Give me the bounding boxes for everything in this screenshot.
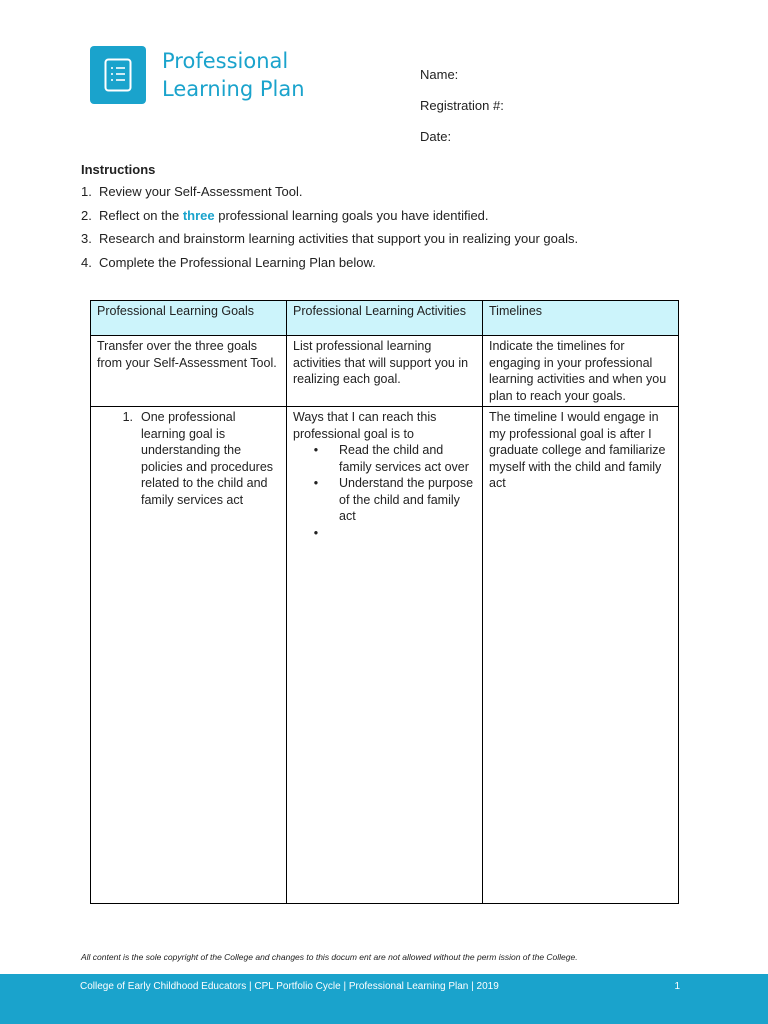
logo (90, 46, 146, 104)
table-row (91, 336, 679, 407)
activity-text: Read the child and family services act over (339, 443, 469, 474)
page-footer (0, 974, 768, 1024)
document-title (162, 47, 305, 103)
instruction-text: professional learning goals you have identified. (214, 207, 489, 223)
header-goals: Professional Learning Goals (91, 301, 287, 336)
instruction-emphasis: three (182, 207, 215, 223)
registration-label: Registration #: (420, 98, 504, 113)
meta-fields (420, 66, 504, 159)
learning-plan-table (90, 300, 679, 904)
header-timelines: Timelines (483, 301, 679, 336)
footer-text: College of Early Childhood Educators | CPL Portfolio Cycle | Professional Learning Plan | 2019 (80, 981, 499, 992)
instruction-number: 2. (81, 207, 92, 223)
timeline-cell[interactable]: The timeline I would engage in my professional goal is after I graduate college and familiarize myself with the child and family act (483, 407, 679, 904)
instruction-number: 1. (81, 184, 92, 199)
instruction-item (81, 230, 578, 254)
bullet-dot: • (313, 443, 319, 457)
instructions-heading: Instructions (81, 162, 156, 177)
table-header-row (91, 301, 679, 336)
name-label: Name: (420, 67, 459, 82)
instructions-section (81, 162, 578, 277)
instruction-text: Reflect on the (99, 207, 183, 223)
copyright-notice: All content is the sole copyright of the College and changes to this docum ent are not allowed without the perm ission of the College. (81, 952, 578, 962)
table-row (91, 407, 679, 904)
instruction-item (81, 207, 578, 231)
activity-bullet (293, 475, 476, 525)
instruction-text: Complete the Professional Learning Plan below. (99, 254, 376, 270)
activity-bullet (293, 525, 476, 542)
instruction-number: 4. (81, 254, 92, 270)
header-activities: Professional Learning Activities (287, 301, 483, 336)
date-label: Date: (420, 129, 452, 144)
instruction-number: 3. (81, 231, 92, 246)
checklist-document-icon (104, 58, 132, 92)
instruction-item (81, 254, 578, 278)
instruction-item (81, 183, 578, 207)
instruction-text: Review your Self-Assessment Tool. (99, 184, 303, 199)
activity-text: Understand the purpose of the child and family act (339, 476, 474, 523)
activities-intro: Ways that I can reach this professional goal is to (293, 410, 437, 441)
goal-item (97, 409, 280, 508)
bullet-dot: • (313, 476, 319, 490)
timelines-description: Indicate the timelines for engaging in your professional learning activities and when you plan to reach your goals. (483, 336, 679, 407)
goals-cell[interactable] (91, 407, 287, 904)
activities-cell[interactable] (287, 407, 483, 904)
activities-description: List professional learning activities that will support you in realizing each goal. (287, 336, 483, 407)
goal-number: 1. (122, 410, 133, 424)
bullet-dot: • (313, 525, 319, 540)
goal-text: One professional learning goal is understanding the policies and procedures related to the child and family services act (141, 410, 274, 507)
instructions-list (81, 183, 578, 277)
instruction-text: Research and brainstorm learning activities that support you in realizing your goals. (99, 231, 579, 246)
activity-bullet (293, 442, 476, 475)
title-line-2: Learning Plan (162, 77, 305, 101)
goals-description: Transfer over the three goals from your Self-Assessment Tool. (91, 336, 287, 407)
page-number: 1 (674, 981, 680, 992)
title-line-1: Professional (162, 49, 289, 73)
